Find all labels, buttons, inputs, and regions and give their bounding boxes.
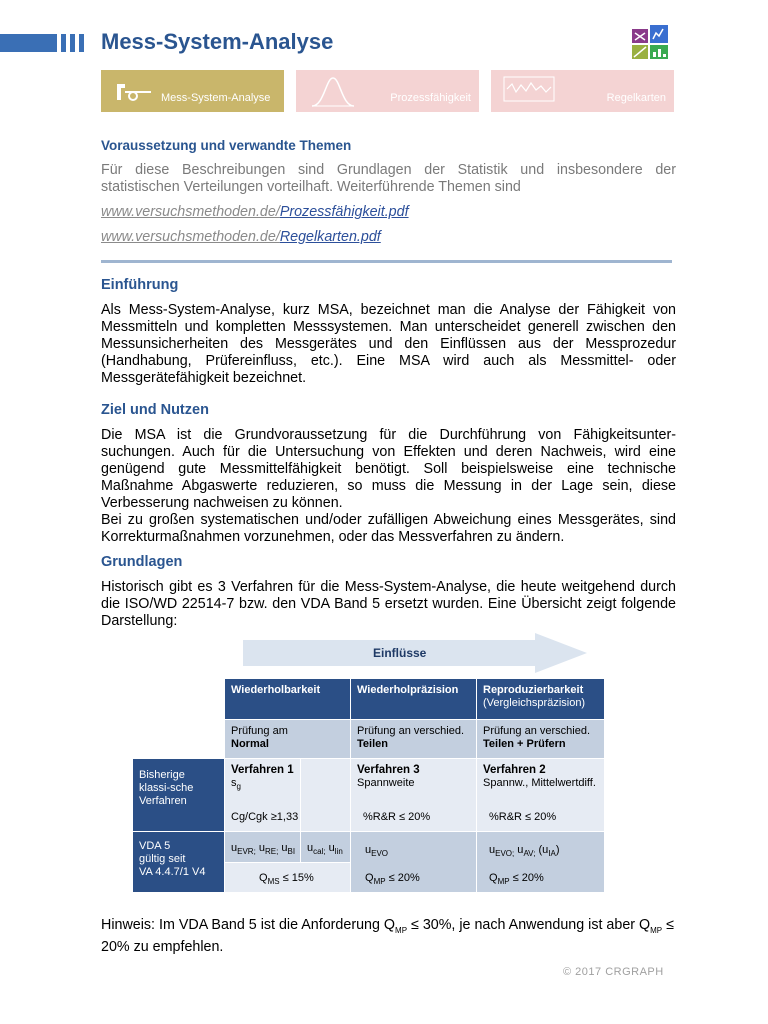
page-title: Mess-System-Analyse — [101, 29, 334, 54]
row-label-vda5: VDA 5 gültig seit VA 4.4.7/1 V4 — [133, 832, 224, 892]
col-header-wiederholbarkeit: Wiederholbarkeit — [225, 679, 350, 719]
copyright-footer: © 2017 CRGRAPH — [563, 966, 664, 978]
row-label-bisherige-verfahren: Bisherige klassi-sche Verfahren — [133, 759, 224, 831]
tab-mess-system-analyse[interactable] — [101, 70, 284, 112]
tab-label: Prozessfähigkeit — [390, 92, 471, 104]
caliper-icon — [113, 80, 153, 104]
vda-u-evr-re-bi: $u_{EVR;}$ $u_{RE;}$ $u_{BI}$ — [225, 832, 300, 862]
vda-u-evo-av-ia: $u_{EVO;}$ $u_{AV;}$ $(u_{IA})$ $Q_{MP} \le 20\%$ — [477, 832, 604, 892]
verfahren-2-cell: Verfahren 2 Spannw., Mittelwertdiff. %R&R ≤ 20% — [477, 759, 604, 831]
vda-u-cal-lin: $u_{cal;}$ $u_{lin}$ — [301, 832, 350, 862]
goal-text: Die MSA ist die Grundvoraussetzung für die Durchführung von Fähigkeitsunter-suchungen. Auch für die Untersuchung von Effekten und deren Nachweis, wird eine genügend gute Messmittelfähigkeit benötigt. Soll beispielsweise eine technische Maßnahme Abgaswerte reduzieren, so muss die Messung in der Lage sein, diese Verbesserung nachweisen zu können. Bei zu großen systematischen und/oder zufälligen Abweichung eines Messgerätes, sind Korrekturmaßnahmen vorzunehmen, oder das Messverfahren zu ändern. — [101, 427, 676, 545]
prereq-text: Für diese Beschreibungen sind Grundlagen der Statistik und insbesondere der statistischen Verteilungen vorteilhaft. Weiterführende Themen sind — [101, 162, 676, 195]
topic-tabs — [101, 70, 674, 112]
intro-heading: Einführung — [101, 277, 179, 293]
control-chart-icon — [503, 76, 555, 102]
intro-text: Als Mess-System-Analyse, kurz MSA, bezeichnet man die Analyse der Fähigkeit von Messmitteln und kompletten Messsystemen. Man unterscheidet generell zwischen den Messunsicherheiten des Messgerätes und den Einflüssen aus der Messprozedur (Handhabung, Prüfereinfluss, etc.). Eine MSA wird auch als Messmittel- oder Messgerätefähigkeit bezeichnet. — [101, 302, 676, 386]
crgraph-logo-icon — [632, 25, 670, 61]
pruefung-teilen-pruefern: Prüfung an verschied. Teilen + Prüfern — [477, 720, 604, 758]
col-header-wiederholpraezision: Wiederholpräzision — [351, 679, 476, 719]
basics-heading: Grundlagen — [101, 554, 183, 570]
goal-heading: Ziel und Nutzen — [101, 402, 209, 418]
link-prozessfaehigkeit[interactable]: www.versuchsmethoden.de/Prozessfähigkeit.pdf — [101, 204, 409, 220]
verfahren-3-cell: Verfahren 3 Spannweite %R&R ≤ 20% — [351, 759, 476, 831]
hint-text: Hinweis: Im VDA Band 5 ist die Anforderung $Q_{MP} \le 30\%$, je nach Anwendung ist aber $Q_{MP} \le 20\%$ zu empfehlen. — [101, 917, 674, 955]
vda-u-evo: $u_{EVO}$ $Q_{MP} \le 20\%$ — [351, 832, 476, 892]
pruefung-normal: Prüfung am Normal — [225, 720, 350, 758]
tab-prozessfaehigkeit[interactable] — [296, 70, 479, 112]
distribution-curve-icon — [310, 74, 356, 108]
arrow-label: Einflüsse — [373, 646, 427, 660]
section-divider — [101, 260, 672, 263]
pruefung-teilen: Prüfung an verschied. Teilen — [351, 720, 476, 758]
basics-text: Historisch gibt es 3 Verfahren für die Mess-System-Analyse, die heute weitgehend durch die ISO/WD 22514-7 bzw. den VDA Band 5 ersetzt wurden. Eine Übersicht zeigt folgende Darstellung: — [101, 579, 676, 629]
verfahren-1-blank — [301, 759, 350, 831]
tab-label: Mess-System-Analyse — [161, 92, 271, 104]
verfahren-1-cell: Verfahren 1 $s_g$ Cg/Cgk ≥1,33 — [225, 759, 300, 831]
link-regelkarten[interactable]: www.versuchsmethoden.de/Regelkarten.pdf — [101, 229, 381, 245]
tab-label: Regelkarten — [606, 92, 666, 104]
col-header-reproduzierbarkeit: Reproduzierbarkeit (Vergleichspräzision) — [477, 679, 604, 719]
prereq-heading: Voraussetzung und verwandte Themen — [101, 138, 352, 153]
vda-qms: $Q_{MS} \le 15\%$ — [225, 863, 350, 892]
tab-regelkarten[interactable] — [491, 70, 674, 112]
